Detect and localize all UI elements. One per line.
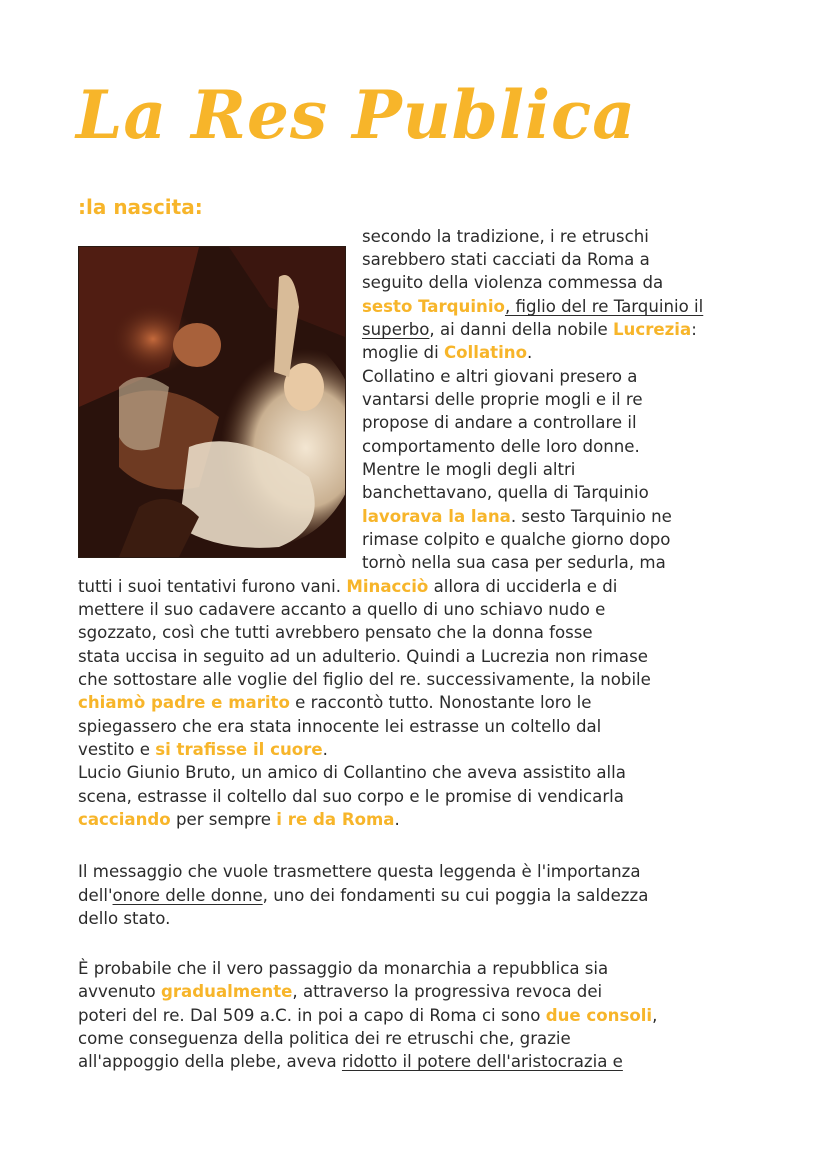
underlined-ridotto-il-potere: ridotto il potere dell'aristocrazia e bbox=[341, 1052, 623, 1071]
highlight-due-consoli: due consoli bbox=[545, 1006, 653, 1025]
text-line: stata uccisa in seguito ad un adulterio. Quindi a Lucrezia non rimase bbox=[78, 647, 648, 666]
text-fragment: , attraverso la progressiva revoca dei bbox=[292, 982, 603, 1001]
text-line: Il messaggio che vuole trasmettere questa leggenda è l'importanza bbox=[78, 862, 641, 881]
highlight-gradualmente: gradualmente bbox=[161, 982, 293, 1001]
text-line bbox=[78, 738, 328, 761]
text-fragment: e raccontò tutto. Nonostante loro le bbox=[289, 693, 592, 712]
text-line bbox=[362, 295, 703, 318]
text-line bbox=[78, 691, 591, 714]
text-line: tornò nella sua casa per sedurla, ma bbox=[362, 553, 666, 572]
text-line: sgozzato, così che tutti avrebbero pensato che la donna fosse bbox=[78, 623, 593, 642]
text-line bbox=[78, 1050, 623, 1073]
text-line: sarebbero stati cacciati da Roma a bbox=[362, 250, 650, 269]
text-fragment: tutti i suoi tentativi furono vani. bbox=[78, 577, 347, 596]
text-line bbox=[78, 575, 617, 598]
text-fragment: all'appoggio della plebe, aveva bbox=[78, 1052, 342, 1071]
text-line bbox=[78, 1004, 657, 1027]
text-fragment: dell' bbox=[78, 886, 113, 905]
text-line: mettere il suo cadavere accanto a quello di uno schiavo nudo e bbox=[78, 600, 606, 619]
text-fragment: . bbox=[526, 343, 533, 362]
text-line: che sottostare alle voglie del figlio del re. successivamente, la nobile bbox=[78, 670, 651, 689]
page-title: La Res Publica bbox=[76, 76, 636, 154]
text-line: rimase colpito e qualche giorno dopo bbox=[362, 530, 671, 549]
text-line: Lucio Giunio Bruto, un amico di Collantino che aveva assistito alla bbox=[78, 763, 626, 782]
highlight-lucrezia: Lucrezia bbox=[612, 320, 692, 339]
highlight-cacciando: cacciando bbox=[78, 810, 171, 829]
text-fragment: , figlio del re Tarquinio il bbox=[504, 297, 704, 316]
text-line bbox=[78, 884, 648, 907]
text-line: seguito della violenza commessa da bbox=[362, 273, 664, 292]
text-line: banchettavano, quella di Tarquinio bbox=[362, 483, 649, 502]
text-fragment: . bbox=[322, 740, 328, 759]
text-fragment: , ai danni della nobile bbox=[429, 320, 613, 339]
text-line: secondo la tradizione, i re etruschi bbox=[362, 227, 649, 246]
underlined-superbo: superbo bbox=[362, 320, 430, 339]
text-line: propose di andare a controllare il bbox=[362, 413, 637, 432]
text-line bbox=[78, 980, 602, 1003]
highlight-si-trafisse-il-cuore: si trafisse il cuore bbox=[155, 740, 323, 759]
text-line: comportamento delle loro donne. bbox=[362, 437, 640, 456]
text-line: spiegassero che era stata innocente lei estrasse un coltello dal bbox=[78, 717, 602, 736]
text-fragment: . sesto Tarquinio ne bbox=[510, 507, 672, 526]
text-line: vantarsi delle proprie mogli e il re bbox=[362, 390, 643, 409]
underlined-onore-delle-donne: onore delle donne bbox=[112, 886, 263, 905]
text-line: come conseguenza della politica dei re etruschi che, grazie bbox=[78, 1029, 571, 1048]
text-fragment: , bbox=[652, 1006, 658, 1025]
highlight-lavorava-la-lana: lavorava la lana bbox=[362, 507, 511, 526]
highlight-sesto-tarquinio: sesto Tarquinio bbox=[362, 297, 505, 316]
text-fragment: moglie di bbox=[362, 343, 444, 362]
text-fragment: per sempre bbox=[170, 810, 277, 829]
text-fragment: vestito e bbox=[78, 740, 156, 759]
text-fragment: poteri del re. Dal 509 a.C. in poi a capo di Roma ci sono bbox=[78, 1006, 546, 1025]
text-fragment: , uno dei fondamenti su cui poggia la saldezza bbox=[262, 886, 649, 905]
highlight-minaccio: Minacciò bbox=[346, 577, 429, 596]
text-line bbox=[362, 318, 697, 341]
highlight-i-re-da-roma: i re da Roma bbox=[276, 810, 395, 829]
text-line: scena, estrasse il coltello dal suo corpo e le promise di vendicarla bbox=[78, 787, 624, 806]
painting-image bbox=[78, 246, 346, 558]
text-fragment: : bbox=[691, 320, 697, 339]
text-line: dello stato. bbox=[78, 909, 171, 928]
text-line bbox=[362, 505, 672, 528]
text-fragment: . bbox=[394, 810, 400, 829]
text-line bbox=[362, 341, 532, 364]
text-line bbox=[78, 808, 400, 831]
text-line: Mentre le mogli degli altri bbox=[362, 460, 576, 479]
section-heading: :la nascita: bbox=[78, 195, 203, 219]
text-line: È probabile che il vero passaggio da monarchia a repubblica sia bbox=[78, 959, 609, 978]
highlight-collatino: Collatino bbox=[443, 343, 527, 362]
text-line: Collatino e altri giovani presero a bbox=[362, 367, 638, 386]
highlight-chiamo-padre-e-marito: chiamò padre e marito bbox=[78, 693, 290, 712]
text-fragment: allora di ucciderla e di bbox=[428, 577, 618, 596]
text-fragment: avvenuto bbox=[78, 982, 161, 1001]
